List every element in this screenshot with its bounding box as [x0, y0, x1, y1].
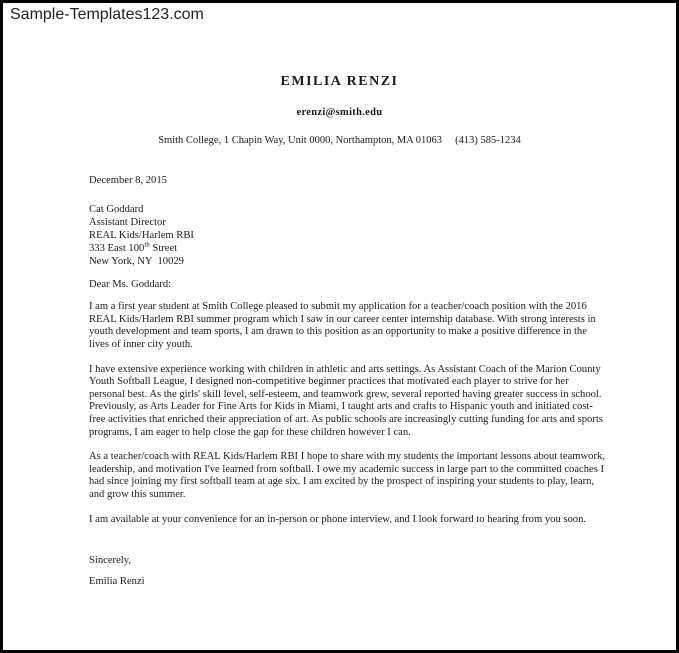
- letter-header: [3, 3, 676, 146]
- closing-phrase: Sincerely,: [89, 555, 131, 567]
- signature-name: Emilia Renzi: [89, 575, 145, 587]
- sender-email: erenzi@smith.edu: [296, 107, 383, 118]
- recipient-name: Cat Goddard: [89, 203, 144, 215]
- recipient-street-post: Street: [149, 242, 178, 254]
- recipient-city-line: New York, NY 10029: [89, 255, 184, 267]
- recipient-street-line: [89, 242, 606, 255]
- letter-paragraph: I am available at your convenience for an in-person or phone interview, and I look forward to hearing from you soon.: [89, 513, 587, 525]
- recipient-organization: REAL Kids/Harlem RBI: [89, 229, 194, 241]
- recipient-street-pre: 333 East 100: [89, 242, 145, 254]
- sender-name: EMILIA RENZI: [280, 74, 399, 89]
- letter-date: December 8, 2015: [89, 175, 167, 186]
- letter-paragraphs: [89, 301, 606, 526]
- watermark-text: Sample-Templates123.com: [10, 6, 204, 23]
- letter-paragraph: I am a first year student at Smith College pleased to submit my application for a teacher/coach position with the 2016 REAL Kids/Harlem RBI summer program which I saw in our career center internship database. With strong interests in youth development and team sports, I am drawn to this position as an opportunity to make a positive difference in the lives of inner city youth.: [89, 301, 596, 350]
- salutation: Dear Ms. Goddard:: [89, 278, 172, 290]
- letter-paragraph: I have extensive experience working with children in athletic and arts settings. As Assistant Coach of the Marion County Youth Softball League, I designed non-competitive beginner practices that motivated each player to strive for her personal best. As the girls' skill level, self-esteem, and teamwork grew, several reported having greater success in school. Previously, as Arts Leader for Fine Arts for Kids in Miami, I taught arts and crafts to Hispanic youth and initiated cost-free activities that enriched their appreciation of art. As public schools are increasingly cutting funding for arts and sports programs, I am eager to help close the gap for these children however I can.: [89, 363, 603, 438]
- letter-paragraph: As a teacher/coach with REAL Kids/Harlem RBI I hope to share with my students the important lessons about teamwork, leadership, and motivation I've learned from softball. I owe my academic success in large part to the committed coaches I had since joining my first softball team at age six. I am excited by the prospect of inspiring your students to play, learn, and grow this summer.: [89, 451, 605, 500]
- recipient-title: Assistant Director: [89, 216, 166, 228]
- recipient-address-block: [89, 203, 606, 268]
- letter-body: [89, 175, 606, 588]
- sender-contact-line: Smith College, 1 Chapin Way, Unit 0000, Northampton, MA 01063 (413) 585-1234: [158, 135, 521, 146]
- recipient-street-ordinal: th: [144, 240, 150, 249]
